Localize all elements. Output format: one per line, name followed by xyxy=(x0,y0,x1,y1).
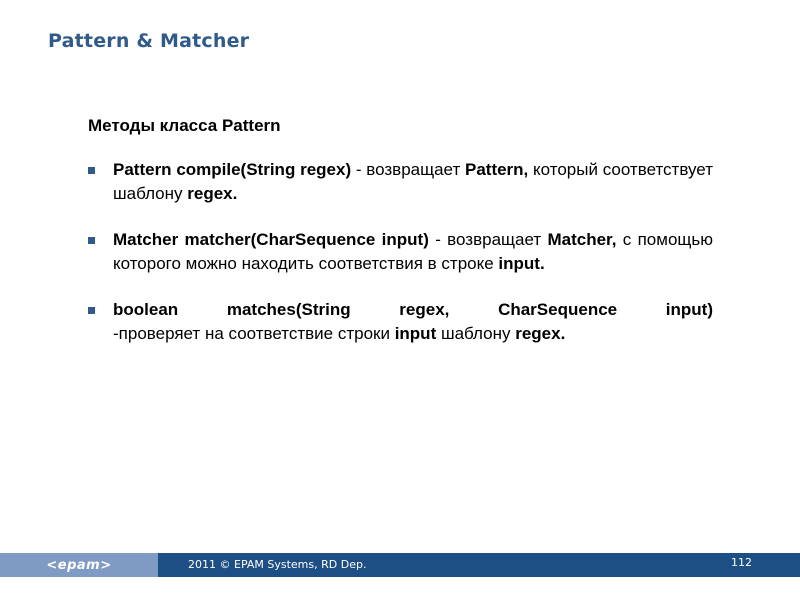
slide-subheading: Методы класса Pattern xyxy=(88,116,281,135)
page-number: 112 xyxy=(731,556,752,569)
text-fragment-bold: input. xyxy=(498,254,545,273)
text-fragment-bold: input xyxy=(394,324,437,343)
slide-title: Pattern & Matcher xyxy=(48,30,250,52)
text-fragment: с помощью которого можно находить соответствия в строке xyxy=(113,230,713,273)
square-bullet-icon xyxy=(88,307,95,314)
footer-bar xyxy=(0,553,800,577)
bullet-matches xyxy=(88,298,713,346)
text-fragment: - возвращает xyxy=(351,160,465,179)
bullet-text xyxy=(113,324,565,343)
text-fragment: -проверяет на соответствие строки xyxy=(113,324,395,343)
text-fragment: который соответствует шаблону xyxy=(113,160,713,203)
text-fragment: - возвращает xyxy=(428,230,548,249)
text-fragment-bold: Pattern, xyxy=(464,160,529,179)
text-fragment-bold: regex. xyxy=(187,184,238,203)
footer-logo-area xyxy=(0,553,158,577)
square-bullet-icon xyxy=(88,237,95,244)
slide-content xyxy=(88,114,713,368)
bullet-text xyxy=(113,160,713,203)
square-bullet-icon xyxy=(88,167,95,174)
method-signature: Matcher matcher(CharSequence input) xyxy=(113,230,429,249)
text-fragment-bold: Matcher, xyxy=(547,230,617,249)
bullet-compile xyxy=(88,158,713,206)
method-signature: Pattern compile(String regex) xyxy=(113,160,352,179)
epam-logo: <epam> xyxy=(46,557,112,573)
text-fragment: шаблону xyxy=(436,324,516,343)
footer-copyright: 2011 © EPAM Systems, RD Dep. xyxy=(188,558,367,571)
bullet-text xyxy=(113,230,713,273)
text-fragment-bold: regex. xyxy=(515,324,566,343)
method-signature: boolean matches(String regex, CharSequence input) xyxy=(113,300,713,319)
bullet-matcher xyxy=(88,228,713,276)
